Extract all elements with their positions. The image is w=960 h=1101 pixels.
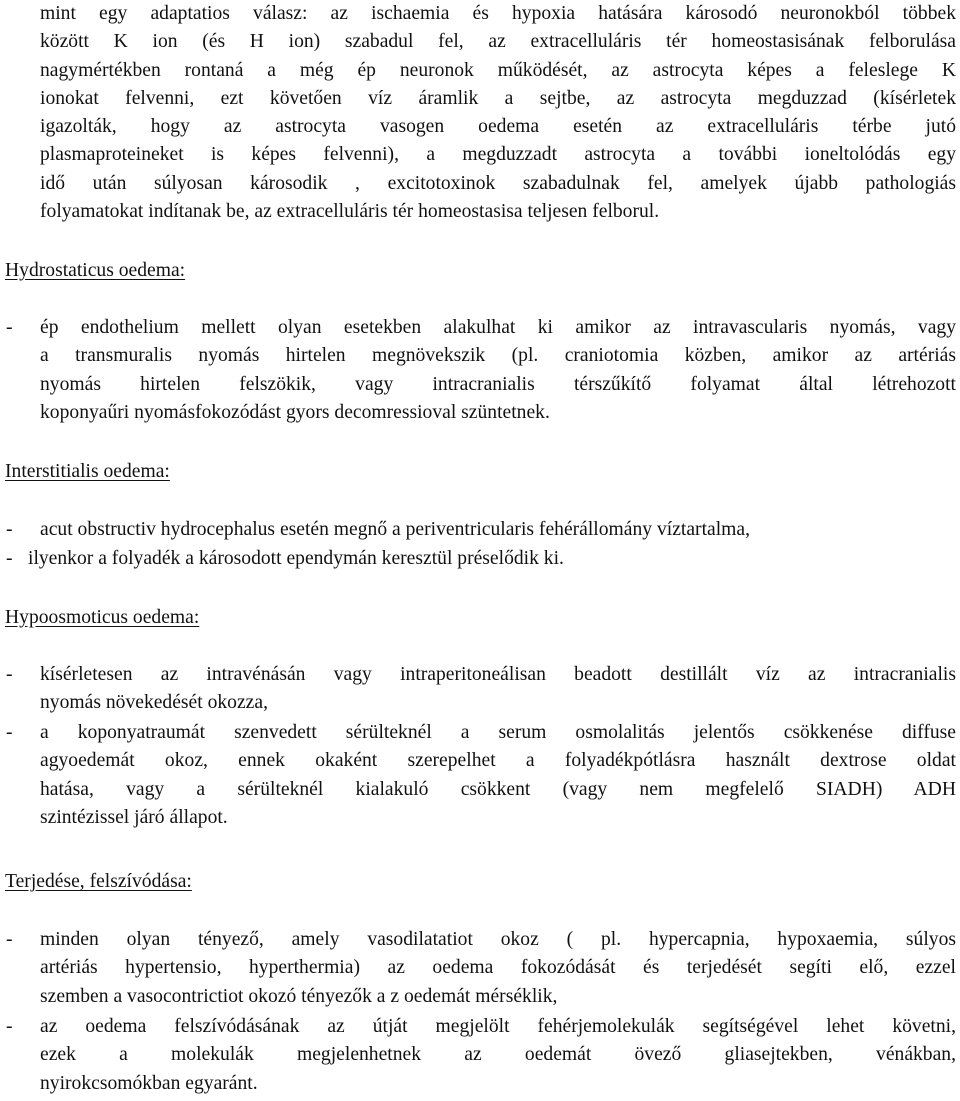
list-item [0,545,960,573]
text-line: idő után súlyosan károsodik , excitotoxinok szabadulnak fel, amelyek újabb pathologiás [40,172,956,194]
bullet-dash: - [6,317,13,338]
text-line: szintézissel járó állapot. [40,806,228,828]
text-line: agyoedemát okoz, ennek okaként szerepelhet a folyadékpótlásra használt dextrose oldat [40,750,956,772]
section-heading: Terjedése, felszívódása: [5,871,192,892]
list-item [0,516,960,544]
list-item [0,926,960,1011]
list-item [0,661,960,718]
text-line: acut obstructiv hydrocephalus esetén megnő a periventricularis fehérállomány víztartalma, [40,519,750,540]
text-line: ilyenkor a folyadék a károsodott ependymán keresztül préselődik ki. [28,548,564,569]
bullet-dash: - [6,1016,13,1037]
text-line: minden olyan tényező, amely vasodilatatiot okoz ( pl. hypercapnia, hypoxaemia, súlyos [40,929,956,950]
text-line: a koponyatraumát szenvedett sérülteknél a serum osmolalitás jelentős csökkenése diffuse [40,722,956,743]
text-line: között K ion (és H ion) szabadul fel, az extracelluláris tér homeostasisának felborulása [40,31,956,53]
bullet-dash: - [6,664,13,685]
intro-paragraph [0,0,960,226]
list-item [0,1013,960,1098]
text-line: artériás hypertensio, hyperthermia) az oedema fokozódását és terjedését segíti elő, ezzel [40,957,956,979]
text-line: kísérletesen az intravénásán vagy intraperitoneálisan beadott destillált víz az intracranialis [40,664,956,685]
section-heading: Hypoosmoticus oedema: [5,607,200,628]
text-line: ép endothelium mellett olyan esetekben alakulhat ki amikor az intravascularis nyomás, vagy [40,317,956,338]
text-line: hatása, vagy a sérülteknél kialakuló csökkent (vagy nem megfelelő SIADH) ADH [40,778,956,800]
bullet-dash: - [6,548,13,569]
text-line: ionokat felvenni, ezt követően víz áramlik a sejtbe, az astrocyta megduzzad (kísérletek [40,87,956,109]
text-line: igazolták, hogy az astrocyta vasogen oedema esetén az extracelluláris térbe jutó [40,116,956,138]
text-line: a transmuralis nyomás hirtelen megnövekszik (pl. craniotomia közben, amikor az artériás [40,345,956,367]
bullet-dash: - [6,929,13,950]
text-line: szemben a vasocontrictiot okozó tényezők a z oedemát mérséklik, [40,985,558,1007]
text-line: ezek a molekulák megjelenhetnek az oedemát övező gliasejtekben, vénákban, [40,1044,956,1066]
list-item [0,314,960,427]
text-line: koponyaűri nyomásfokozódást gyors decomressioval szüntetnek. [40,401,550,423]
text-line: nyomás hirtelen felszökik, vagy intracranialis térszűkítő folyamat által létrehozott [40,373,956,395]
section-heading: Hydrostaticus oedema: [5,260,186,281]
text-line: az oedema felszívódásának az útját megjelölt fehérjemolekulák segítségével lehet követni, [40,1016,956,1037]
section-heading: Interstitialis oedema: [5,461,170,482]
bullet-dash: - [6,519,13,540]
text-line: nyirokcsomókban egyaránt. [40,1072,258,1094]
text-line: folyamatokat indítanak be, az extracelluláris tér homeostasisa teljesen felborul. [40,201,660,223]
text-line: mint egy adaptatios válasz: az ischaemia és hypoxia hatására károsodó neuronokból többek [40,3,956,24]
text-line: plasmaproteineket is képes felvenni), a megduzzadt astrocyta a további ioneltolódás egy [40,144,956,166]
bullet-dash: - [6,722,13,743]
list-item [0,719,960,832]
text-line: nyomás növekedését okozza, [40,692,268,714]
text-line: nagymértékben rontaná a még ép neuronok működését, az astrocyta képes a feleslege K [40,59,956,81]
